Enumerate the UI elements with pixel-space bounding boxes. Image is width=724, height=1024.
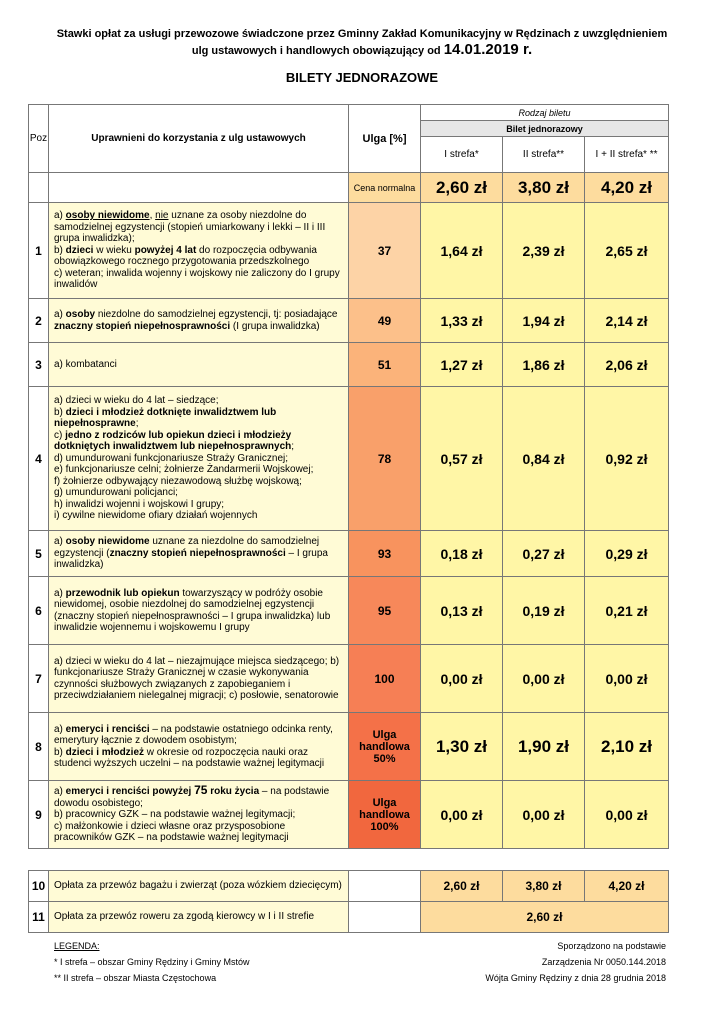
table-row [29, 203, 669, 299]
legend-item-1: * I strefa – obszar Gminy Rędziny i Gminy Mstów [54, 957, 250, 967]
source-note-line-3: Wójta Gminy Rędziny z dnia 28 grudnia 2018 [485, 973, 666, 983]
table-row [29, 343, 669, 387]
document-title [20, 26, 704, 59]
row-price-3: 2,06 zł [585, 343, 669, 387]
table-row [29, 531, 669, 577]
legend-item-2: ** II strefa – obszar Miasta Częstochowa [54, 973, 217, 983]
row-poz: 2 [29, 299, 49, 343]
cena-normalna-2: 3,80 zł [503, 173, 585, 203]
row-price-2: 0,00 zł [503, 781, 585, 849]
row-price-2: 3,80 zł [503, 871, 585, 902]
row-price-1: 1,33 zł [421, 299, 503, 343]
row-poz: 1 [29, 203, 49, 299]
row-price-3: 0,21 zł [585, 577, 669, 645]
source-note-line-2: Zarządzenia Nr 0050.144.2018 [541, 957, 666, 967]
row-description: a) kombatanci [49, 343, 349, 387]
row-ulga: Ulga handlowa 100% [349, 781, 421, 849]
header-zone-2: II strefa** [503, 137, 585, 173]
row-ulga: 93 [349, 531, 421, 577]
row-poz: 5 [29, 531, 49, 577]
row-price-1: 1,30 zł [421, 713, 503, 781]
row-price-1: 1,64 zł [421, 203, 503, 299]
row-description: Opłata za przewóz bagażu i zwierząt (poza wózkiem dziecięcym) [49, 871, 349, 902]
row-description: a) emeryci i renciści powyżej 75 roku życia – na podstawie dowodu osobistego; b) pracownicy GZK – na podstawie ważnej legitymacji; c) małżonkowie i dzieci własne oraz przysposobione pracowników GZK – na podstawie ważnej legitymacji [49, 781, 349, 849]
table-row [29, 713, 669, 781]
table-row [29, 902, 669, 933]
row-price-3: 0,92 zł [585, 387, 669, 531]
title-date: 14.01.2019 r. [443, 41, 533, 58]
cena-normalna-label: Cena normalna [349, 173, 421, 203]
row-price-2: 2,39 zł [503, 203, 585, 299]
table-row [29, 871, 669, 902]
header-uprawnieni: Uprawnieni do korzystania z ulg ustawowych [49, 105, 349, 173]
table-row [29, 645, 669, 713]
row-ulga: 100 [349, 645, 421, 713]
fare-table [28, 104, 669, 849]
row-price-1: 1,27 zł [421, 343, 503, 387]
row-price-1: 0,00 zł [421, 645, 503, 713]
row-poz: 4 [29, 387, 49, 531]
row-description: a) osoby niewidome, nie uznane za osoby niezdolne do samodzielnej egzystencji (stopień umiarkowany i lekki – II i III grupa inwalidzka); b) dzieci w wieku powyżej 4 lat do rozpoczęcia odbywania obowiązkowego rocznego przygotowania przedszkolnego c) weteran; inwalida wojenny i wojskowy nie zaliczony do I grupy inwalidów [49, 203, 349, 299]
section-title: BILETY JEDNORAZOWE [285, 70, 439, 85]
row-poz: 3 [29, 343, 49, 387]
table-row [29, 781, 669, 849]
table-row [29, 387, 669, 531]
row-ulga: 37 [349, 203, 421, 299]
header-rodzaj-biletu: Rodzaj biletu [421, 105, 669, 121]
row-price-3: 2,65 zł [585, 203, 669, 299]
row-ulga: 78 [349, 387, 421, 531]
header-zone-3: I + II strefa* ** [585, 137, 669, 173]
row-poz: 8 [29, 713, 49, 781]
title-line-1: Stawki opłat za usługi przewozowe świadczone przez Gminny Zakład Komunikacyjny w Rędzinach z uwzględnieniem [56, 28, 668, 40]
row-price-3: 0,29 zł [585, 531, 669, 577]
legend-title: LEGENDA: [54, 941, 100, 951]
row-price-3: 0,00 zł [585, 645, 669, 713]
row-price-2: 0,19 zł [503, 577, 585, 645]
row-description: a) emeryci i renciści – na podstawie ostatniego odcinka renty, emerytury łącznie z dowodem osobistym; b) dzieci i młodzież w okresie od rozpoczęcia nauki oraz studenci wyższych uczelni – na podstawie ważnej legitymacji [49, 713, 349, 781]
row-price-1: 0,13 zł [421, 577, 503, 645]
row-price-1: 0,00 zł [421, 781, 503, 849]
row-description: a) dzieci w wieku do 4 lat – niezajmujące miejsca siedzącego; b) funkcjonariusze Straży Granicznej w czasie wykonywania czynności służbowych związanych z zapobieganiem i przeciwdziałaniem nielegalnej migracji; c) posłowie, senatorowie [49, 645, 349, 713]
row-poz: 7 [29, 645, 49, 713]
header-bilet-jednorazowy: Bilet jednorazowy [421, 121, 669, 137]
source-note [485, 938, 666, 986]
row-price-1: 2,60 zł [421, 871, 503, 902]
row-price-2: 1,94 zł [503, 299, 585, 343]
header-zone-1: I strefa* [421, 137, 503, 173]
row-price-2: 1,86 zł [503, 343, 585, 387]
row-ulga: 51 [349, 343, 421, 387]
row-price-2: 0,27 zł [503, 531, 585, 577]
title-line-2-text: ulg ustawowych i handlowych obowiązujący od [191, 45, 441, 57]
row-price-2: 0,84 zł [503, 387, 585, 531]
row-description: Opłata za przewóz roweru za zgodą kierowcy w I i II strefie [49, 902, 349, 933]
row-price-2: 1,90 zł [503, 713, 585, 781]
row-ulga: 95 [349, 577, 421, 645]
source-note-line-1: Sporządzono na podstawie [557, 941, 666, 951]
row-price-1: 0,57 zł [421, 387, 503, 531]
row-description: a) osoby niewidome uznane za niezdolne do samodzielnej egzystencji (znaczny stopień niepełnosprawności – I grupa inwalidzka) [49, 531, 349, 577]
title-line-2 [20, 42, 704, 59]
extra-fees-table [28, 870, 669, 933]
row-poz: 10 [29, 871, 49, 902]
row-poz: 6 [29, 577, 49, 645]
cena-normalna-1: 2,60 zł [421, 173, 503, 203]
table-row [29, 299, 669, 343]
row-description: a) przewodnik lub opiekun towarzyszący w podróży osobie niewidomej, osobie niezdolnej do samodzielnej egzystencji (znaczny stopień niepełnosprawności – I grupa inwalidzka) lub inwalidzie wojennemu i wojskowemu I grupy [49, 577, 349, 645]
row-price-1: 0,18 zł [421, 531, 503, 577]
row-price-all: 2,60 zł [421, 902, 669, 933]
legend [54, 938, 250, 986]
row-ulga: Ulga handlowa 50% [349, 713, 421, 781]
row-price-3: 2,10 zł [585, 713, 669, 781]
row-poz: 9 [29, 781, 49, 849]
row-price-3: 2,14 zł [585, 299, 669, 343]
table-row [29, 577, 669, 645]
row-price-3: 4,20 zł [585, 871, 669, 902]
header-poz: Poz [29, 105, 49, 173]
row-description: a) osoby niezdolne do samodzielnej egzystencji, tj: posiadające znaczny stopień niepełnosprawności (I grupa inwalidzka) [49, 299, 349, 343]
row-description: a) dzieci w wieku do 4 lat – siedzące; b) dzieci i młodzież dotknięte inwalidztwem lub niepełnosprawne; c) jedno z rodziców lub opiekun dzieci i młodzieży dotkniętych inwalidztwem lub niepełnosprawnych; d) umundurowani funkcjonariusze Straży Granicznej; e) funkcjonariusze celni; żołnierze Żandarmerii Wojskowej; f) żołnierze odbywający niezawodową służbę wojskową; g) umundurowani policjanci; h) inwalidzi wojenni i wojskowi I grupy; i) cywilne niewidome ofiary działań wojennych [49, 387, 349, 531]
row-price-2: 0,00 zł [503, 645, 585, 713]
row-ulga: 49 [349, 299, 421, 343]
row-poz: 11 [29, 902, 49, 933]
row-price-3: 0,00 zł [585, 781, 669, 849]
header-ulga: Ulga [%] [349, 105, 421, 173]
cena-normalna-3: 4,20 zł [585, 173, 669, 203]
